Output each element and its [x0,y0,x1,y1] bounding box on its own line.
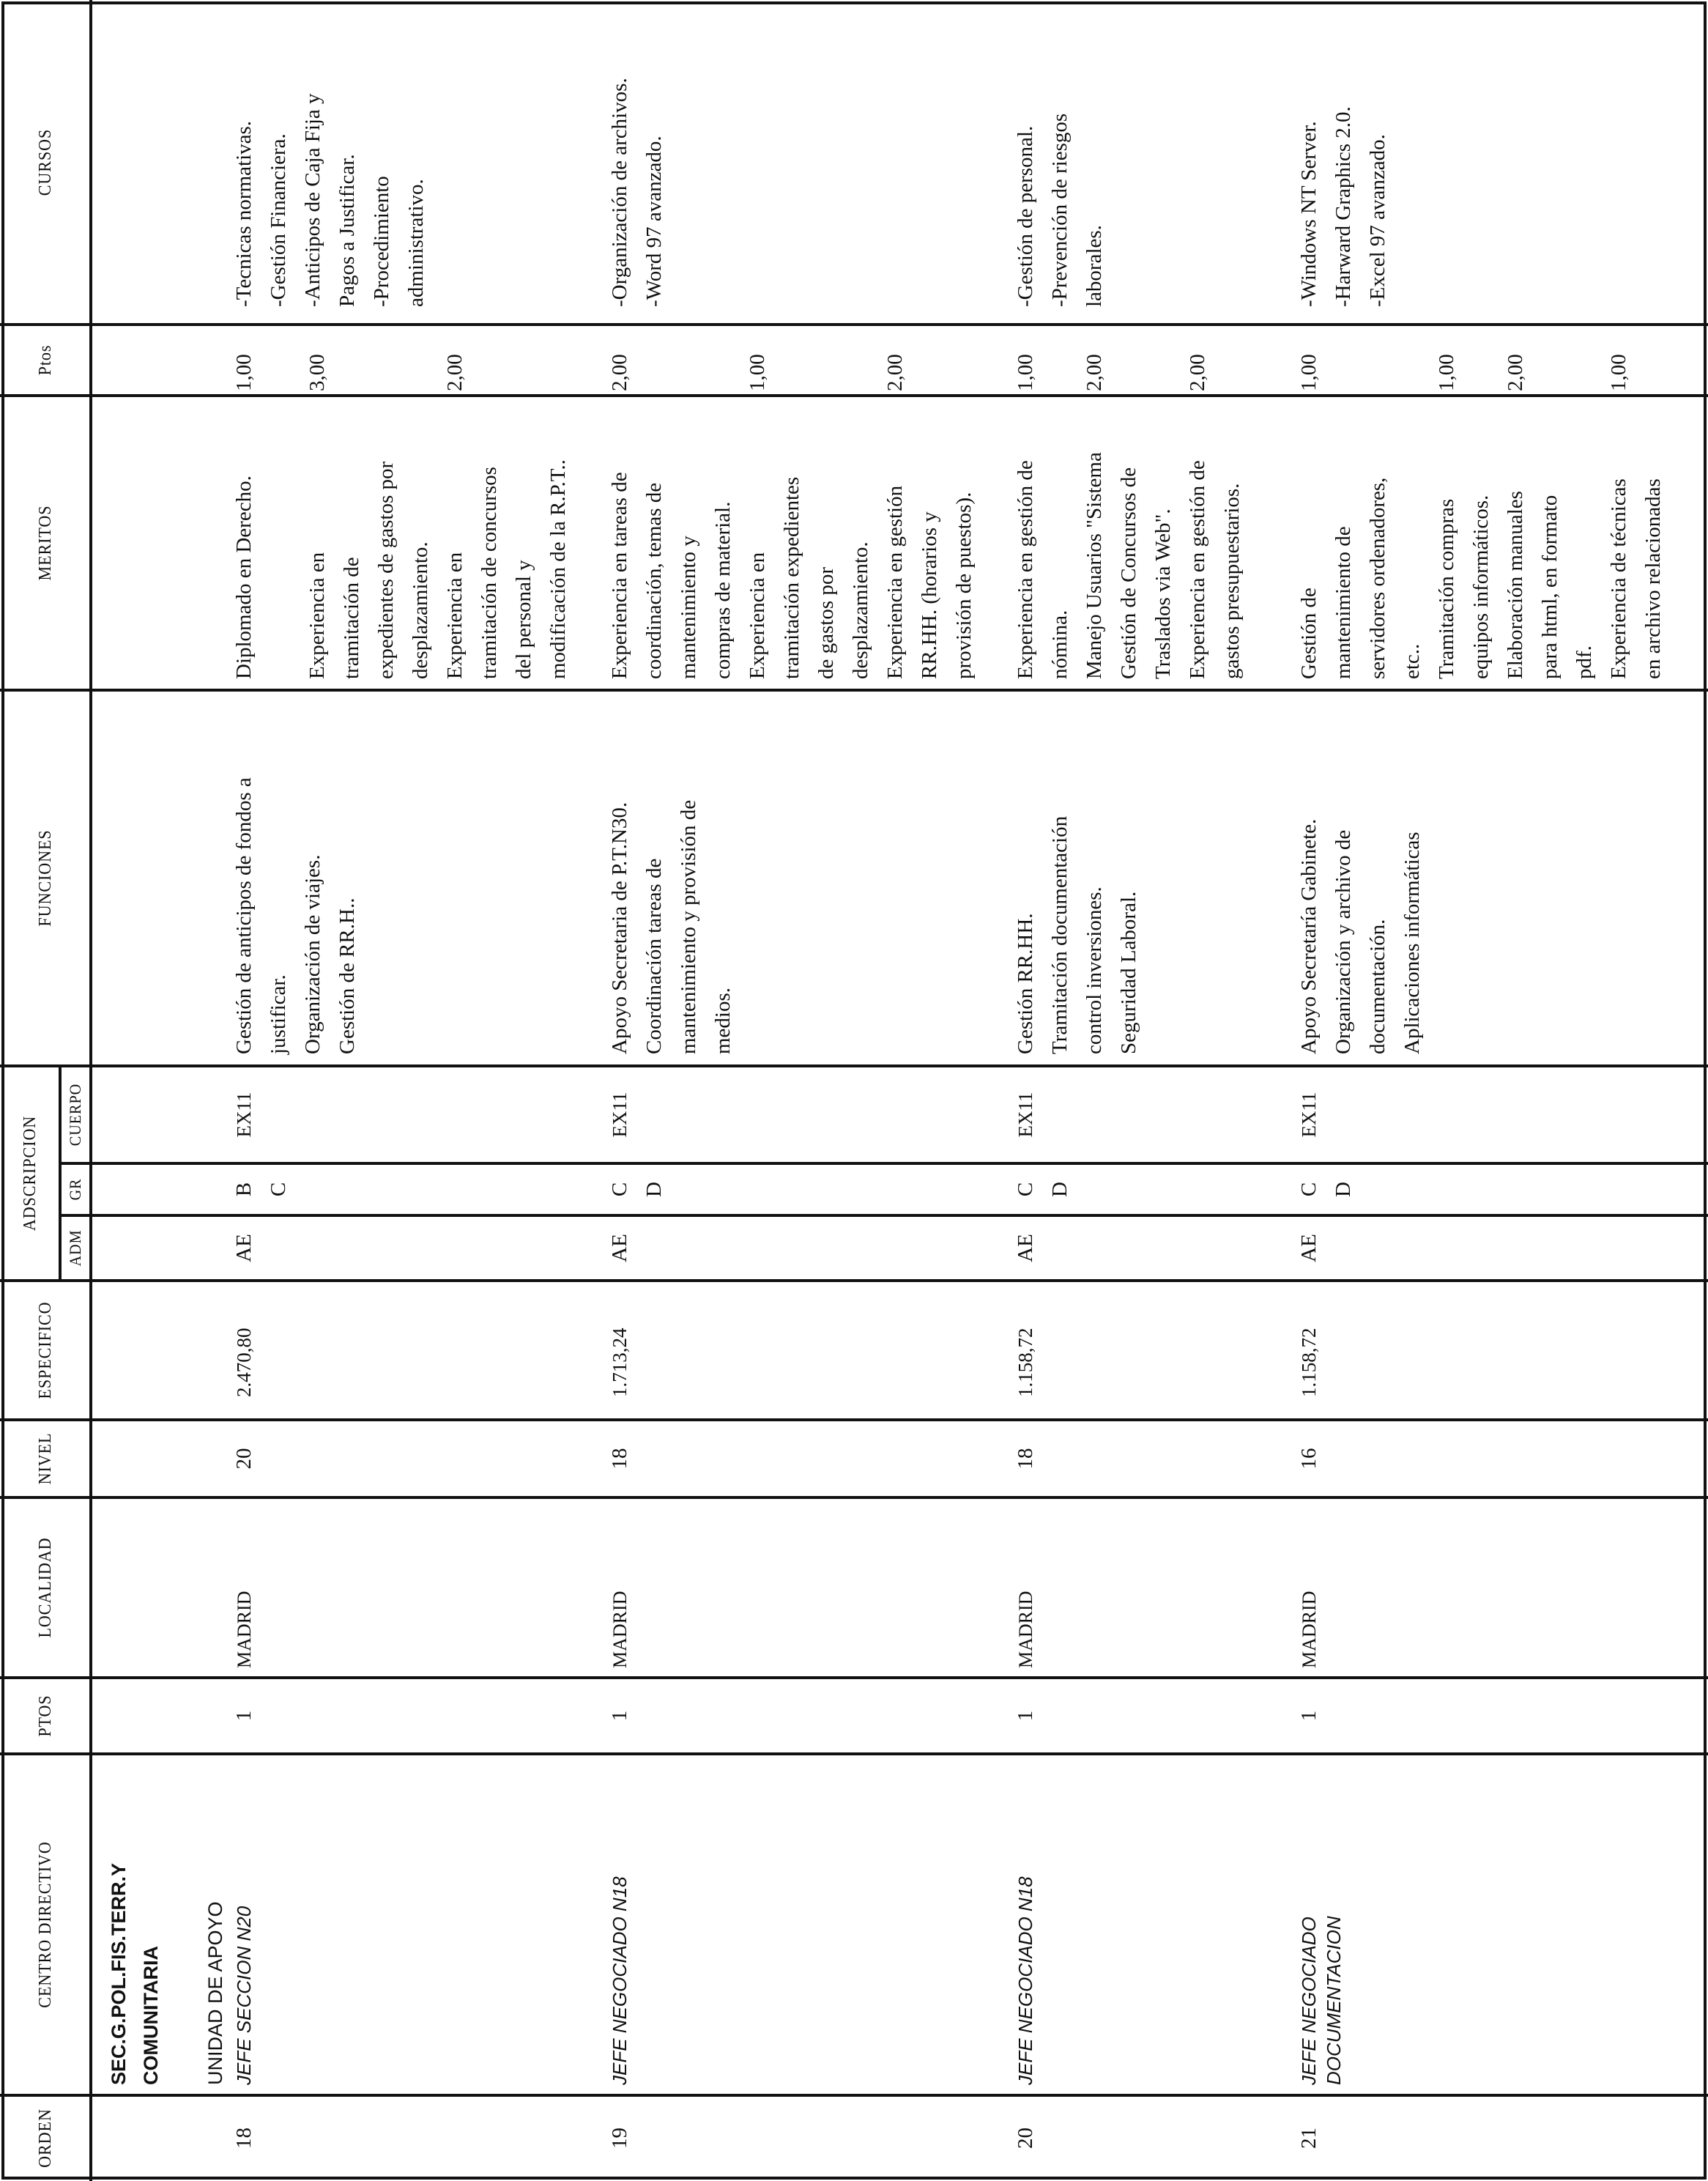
cuerpo: EX11 [233,1092,255,1138]
orden-number: 20 [1014,2128,1037,2149]
localidad: MADRID [234,1591,255,1668]
grupo: C D [608,1182,666,1197]
localidad: MADRID [1299,1591,1320,1668]
merito-text: Gestión de mantenimiento de servidores ordenadores, etc.. [1297,477,1424,679]
merito-text: Tramitación compras equipos informáticos. [1435,495,1493,679]
orden-number: 19 [608,2128,631,2149]
header-meritos: MERITOS [35,505,55,581]
merito-item [603,320,740,679]
merito-text: Experiencia en tramitación de concursos del personal y modificación de la R.P.T.. [443,459,570,679]
merito-points: 1,00 [1435,354,1458,391]
unidad-name: UNIDAD DE APOYO [204,1901,226,2085]
header-gr: GR [66,1178,84,1201]
meritos-list [603,320,981,679]
header-cursos: CURSOS [35,128,55,196]
header-cuerpo: CUERPO [66,1083,84,1147]
cuerpo: EX11 [1298,1092,1320,1138]
grupo: B C [232,1182,290,1197]
funciones-text: Gestión de anticipos de fondos a justificar. Organización de viajes. Gestión de RR.H.. [232,777,359,1054]
merito-points: 2,00 [443,354,467,391]
puesto-name: JEFE NEGOCIADO DOCUMENTACION [1298,1916,1345,2085]
especifico-amount: 1.158,72 [1298,1328,1320,1397]
merito-points: 1,00 [1607,354,1630,391]
merito-item [1292,320,1430,679]
merito-points: 2,00 [1504,354,1527,391]
cursos-text: -Organización de archivos. -Word 97 avanzado. [608,78,666,307]
merito-text: Experiencia en tramitación de expedientes de gastos por desplazamiento. [305,461,432,679]
header-adm: ADM [66,1229,84,1267]
merito-item [1499,320,1602,679]
cursos-text: -Gestión de personal. -Prevención de riesgos laborales. [1014,113,1106,307]
merito-item [300,320,438,679]
merito-item [878,320,981,679]
ptos-count: 1 [232,1710,256,1722]
orden-number: 18 [232,2128,256,2149]
header-centro-directivo: CENTRO DIRECTIVO [35,1841,55,2008]
header-ptos: PTOS [35,1695,55,1737]
merito-points: 2,00 [883,354,907,391]
column-divider [0,689,1708,692]
nivel: 18 [608,1448,631,1470]
merito-text: Elaboración manuales para html, en formato pdf. [1504,491,1596,679]
puesto-name: JEFE NEGOCIADO N18 [609,1876,631,2085]
centro-directivo-group [103,1863,231,2085]
centro-directivo-name-cont: COMUNITARIA [140,1946,162,2085]
ptos-count: 1 [1014,1710,1037,1722]
merito-points: 2,00 [1186,354,1209,391]
header-nivel: NIVEL [35,1432,55,1485]
puesto-name: JEFE SECCION N20 [233,1906,255,2085]
funciones-text: Apoyo Secretaría Gabinete. Organización y archivo de documentación. Aplicaciones informáticas [1297,818,1424,1054]
merito-points: 1,00 [746,354,769,391]
header-orden: ORDEN [35,2108,55,2168]
merito-item [1009,320,1077,679]
header-ptos-meritos: Ptos [35,344,55,376]
orden-number: 21 [1297,2128,1321,2149]
merito-item [438,320,576,679]
meritos-list [227,320,576,679]
merito-text: Manejo Usuarios "Sistema Gestión de Concursos de Traslados via Web". [1083,452,1175,679]
centro-directivo-name: SEC.G.POL.FIS.TERR.Y [108,1862,130,2085]
adm: AE [608,1234,631,1262]
header-funciones: FUNCIONES [35,829,55,927]
puesto-name: JEFE NEGOCIADO N18 [1014,1876,1036,2085]
merito-text: Experiencia en tramitación expedientes de gastos por desplazamiento. [746,476,872,679]
merito-text: Experiencia en gestión de nómina. [1014,460,1072,679]
nivel: 16 [1297,1448,1321,1470]
merito-item [740,320,878,679]
merito-points: 1,00 [232,354,256,391]
merito-text: Diplomado en Derecho. [232,475,256,679]
funciones-text: Gestión RR.HH. Tramitación documentación control inversiones. Seguridad Laboral. [1014,815,1140,1054]
grupo: C D [1297,1182,1355,1197]
nivel: 18 [1014,1448,1037,1470]
merito-item [1430,320,1499,679]
header-localidad: LOCALIDAD [35,1537,55,1638]
merito-text: Experiencia en gestión de gastos presupuestarios. [1186,460,1244,679]
merito-item [227,320,261,679]
merito-points: 1,00 [1014,354,1037,391]
nivel: 20 [232,1448,256,1470]
especifico-amount: 1.713,24 [609,1328,631,1397]
meritos-list [1292,320,1671,679]
funciones-text: Apoyo Secretaria de P.T.N30. Coordinación tareas de mantenimiento y provisión de medios. [608,799,735,1054]
merito-text: Experiencia en gestión RR.HH. (horarios y provisión de puestos). [883,485,976,679]
adm: AE [1014,1234,1037,1262]
column-divider [60,1162,1708,1165]
adm: AE [1297,1234,1321,1262]
header-adscripcion: ADSCRIPCION [20,1115,40,1232]
merito-points: 2,00 [1083,354,1106,391]
merito-points: 2,00 [608,354,631,391]
ptos-count: 1 [1297,1710,1321,1722]
cuerpo: EX11 [1014,1092,1036,1138]
merito-item [1602,320,1671,679]
ptos-count: 1 [608,1710,631,1722]
localidad: MADRID [1015,1591,1036,1668]
merito-item [1077,320,1181,679]
meritos-list [1009,320,1250,679]
merito-points: 3,00 [305,354,329,391]
column-divider [60,1214,1708,1217]
cuerpo: EX11 [609,1092,631,1138]
merito-points: 1,00 [1297,354,1321,391]
cursos-text: -Windows NT Server. -Harward Graphics 2.0. -Excel 97 avanzado. [1297,106,1389,307]
especifico-amount: 2.470,80 [233,1328,255,1397]
header-especifico: ESPECIFICO [35,1301,55,1399]
grupo: C D [1014,1182,1072,1197]
merito-text: Experiencia de técnicas en archivo relacionadas [1607,478,1665,679]
merito-text: Experiencia en tareas de coordinación, temas de mantenimiento y compras de material. [608,472,735,679]
localidad: MADRID [609,1591,631,1668]
cursos-text: -Tecnicas normativas. -Gestión Financiera. -Anticipos de Caja Fija y Pagos a Justificar. -Procedimiento administrativo. [232,93,428,307]
merito-item [1181,320,1250,679]
adm: AE [232,1234,256,1262]
especifico-amount: 1.158,72 [1014,1328,1036,1397]
